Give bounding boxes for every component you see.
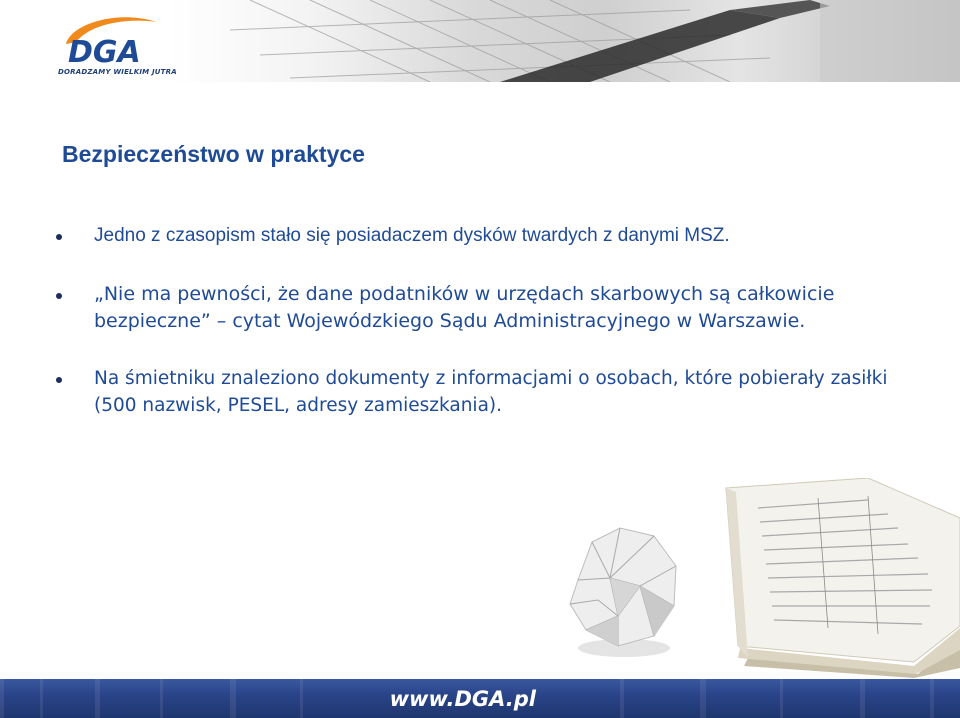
bullet-text: Na śmietniku znaleziono dokumenty z informacjami o osobach, które pobierały zasiłki (500 nazwisk, PESEL, adresy zamieszkania). <box>94 368 888 416</box>
bullet-text: „Nie ma pewności, że dane podatników w urzędach skarbowych są całkowicie bezpieczne” – cytat Wojewódzkiego Sądu Administracyjnego w Warszawie. <box>94 283 835 332</box>
bullet-dot-icon <box>56 377 62 383</box>
bullet-item <box>54 281 914 335</box>
header-photo <box>170 0 960 82</box>
bullet-item <box>54 365 914 419</box>
header-banner <box>0 0 960 82</box>
slide-title: Bezpieczeństwo w praktyce <box>62 141 365 167</box>
logo-tagline: DORADZAMY WIELKIM JUTRA <box>58 68 177 76</box>
document-stack-image <box>718 478 960 678</box>
bullet-dot-icon <box>56 234 62 240</box>
footer-website-link[interactable]: www.DGA.pl <box>389 687 536 711</box>
header-photo-drawing <box>170 0 960 82</box>
logo-text: DGA <box>68 35 141 70</box>
bullet-dot-icon <box>56 293 62 299</box>
crumpled-paper-image <box>558 520 688 660</box>
bullet-text: Jedno z czasopism stało się posiadaczem dysków twardych z danymi MSZ. <box>94 225 730 246</box>
footer-bar <box>0 679 960 718</box>
bullet-list <box>54 222 914 419</box>
bullet-item <box>54 222 914 249</box>
